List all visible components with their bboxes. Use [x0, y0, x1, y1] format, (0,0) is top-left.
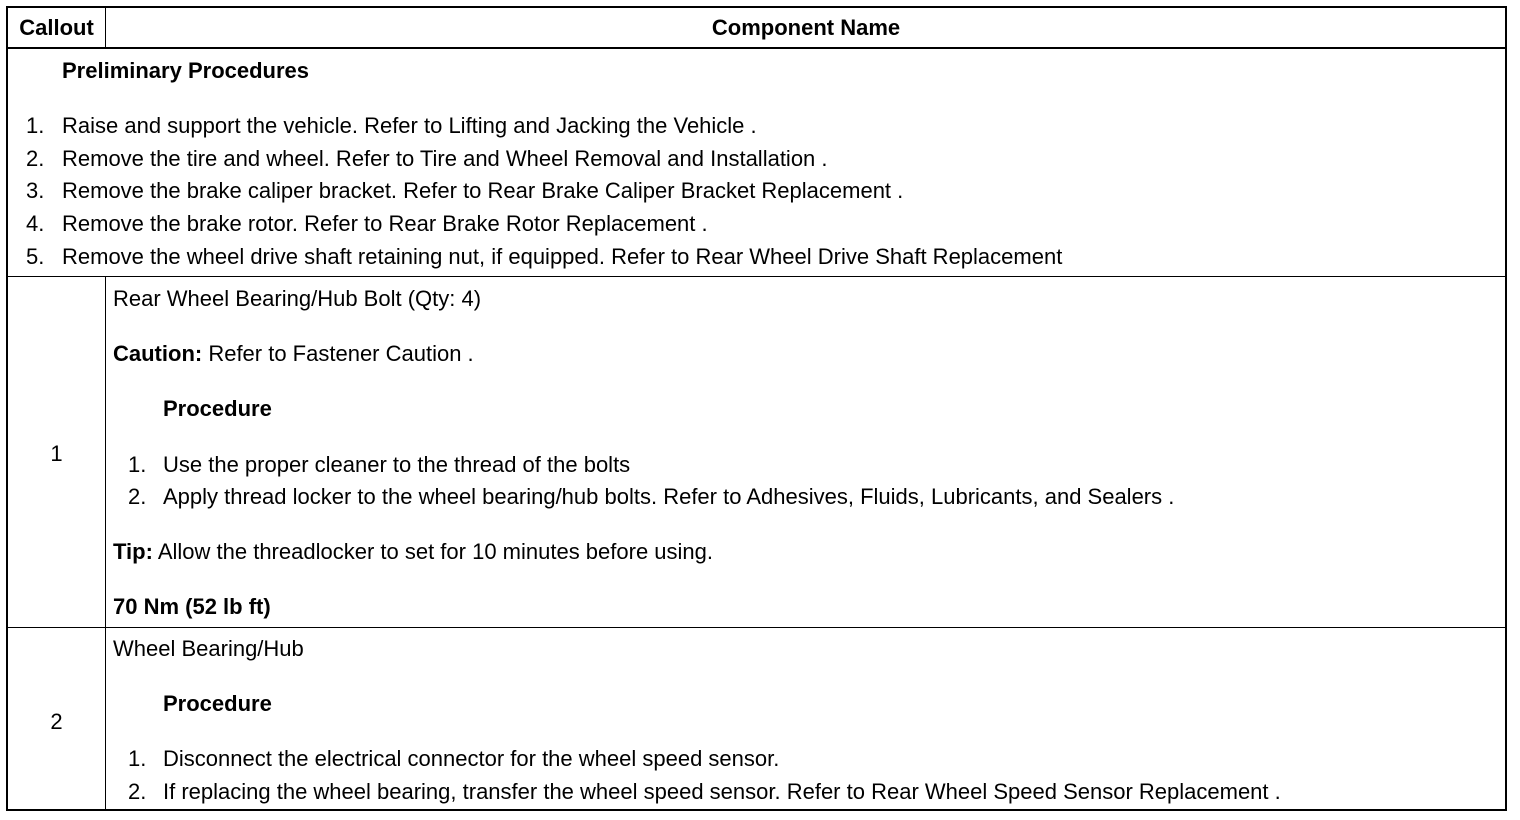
prelim-step-text: Remove the brake rotor. Refer to Rear Brake Rotor Replacement .	[62, 211, 708, 236]
component-name: Rear Wheel Bearing/Hub Bolt (Qty: 4)	[113, 286, 482, 311]
tip-note	[113, 541, 713, 563]
column-divider-rows	[105, 276, 106, 811]
preliminary-title: Preliminary Procedures	[62, 58, 310, 83]
callout-number: 2	[50, 709, 63, 734]
callout-number: 1	[50, 441, 63, 466]
caution-label: Caution:	[113, 341, 203, 366]
header-callout: Callout	[19, 15, 94, 40]
header-component-name: Component Name	[711, 15, 901, 40]
row-divider-row1	[6, 627, 1507, 628]
procedure-step-text: Disconnect the electrical connector for the wheel speed sensor.	[163, 746, 780, 771]
procedure-step-number: 1.	[128, 452, 147, 477]
procedure-title: Procedure	[163, 396, 272, 421]
prelim-step-number: 2.	[26, 146, 45, 171]
procedure-title: Procedure	[163, 691, 272, 716]
tip-label: Tip:	[113, 539, 153, 564]
tip-text: Allow the threadlocker to set for 10 minutes before using.	[152, 539, 714, 564]
procedure-step-text: If replacing the wheel bearing, transfer the wheel speed sensor. Refer to Rear Wheel Speed Sensor Replacement .	[163, 779, 1281, 804]
prelim-step-text: Remove the wheel drive shaft retaining nut, if equipped. Refer to Rear Wheel Drive Shaft Replacement	[62, 244, 1063, 269]
prelim-step-number: 1.	[26, 113, 45, 138]
procedure-step-number: 2.	[128, 779, 147, 804]
caution-note	[113, 343, 474, 365]
prelim-step-number: 5.	[26, 244, 45, 269]
prelim-step-text: Raise and support the vehicle. Refer to Lifting and Jacking the Vehicle .	[62, 113, 757, 138]
torque-spec: 70 Nm (52 lb ft)	[113, 594, 271, 619]
prelim-step-text: Remove the brake caliper bracket. Refer to Rear Brake Caliper Bracket Replacement .	[62, 178, 904, 203]
procedure-step-text: Use the proper cleaner to the thread of the bolts	[163, 452, 631, 477]
header-divider	[6, 47, 1507, 49]
procedure-step-text: Apply thread locker to the wheel bearing/hub bolts. Refer to Adhesives, Fluids, Lubricants, and Sealers .	[163, 484, 1175, 509]
procedure-step-number: 2.	[128, 484, 147, 509]
caution-text: Refer to Fastener Caution .	[202, 341, 474, 366]
prelim-step-number: 3.	[26, 178, 45, 203]
prelim-step-text: Remove the tire and wheel. Refer to Tire and Wheel Removal and Installation .	[62, 146, 828, 171]
prelim-step-number: 4.	[26, 211, 45, 236]
row-divider-preliminary	[6, 276, 1507, 277]
component-name: Wheel Bearing/Hub	[113, 636, 304, 661]
procedure-step-number: 1.	[128, 746, 147, 771]
